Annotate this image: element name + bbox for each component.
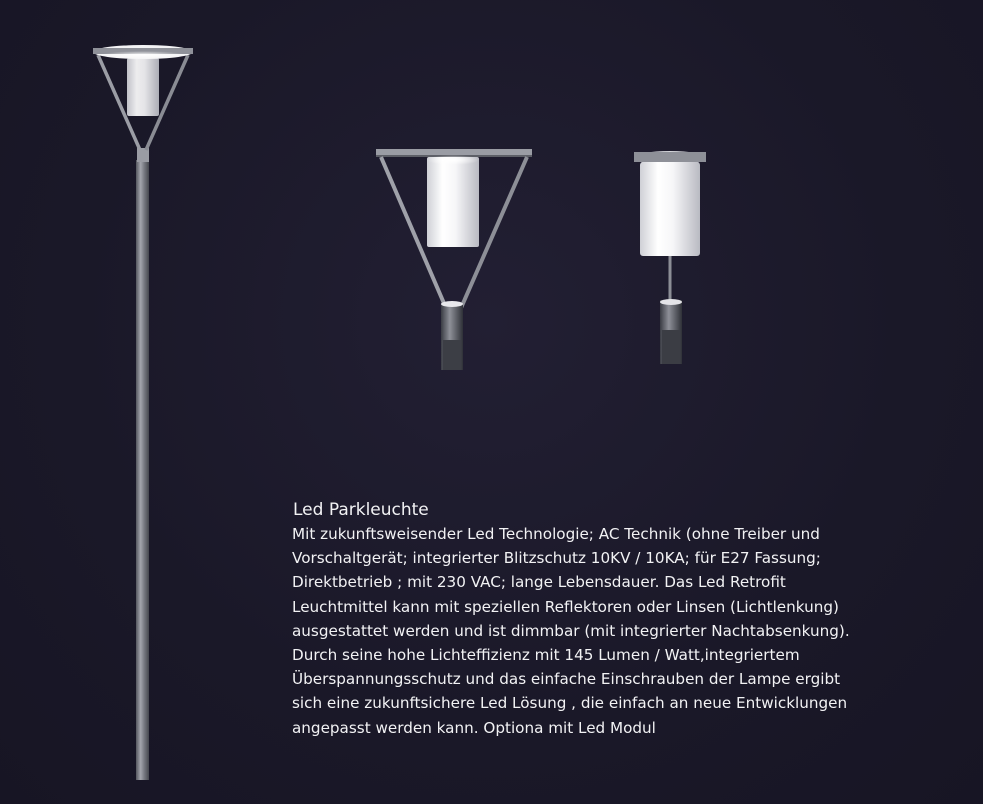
description-line: ausgestattet werden und ist dimmbar (mit integrierter Nachtabsenkung).	[292, 621, 850, 640]
description-line: sich eine zukunftsichere Led Lösung , die einfach an neue Entwicklungen	[292, 694, 848, 713]
description-line: angepasst werden kann. Optiona mit Led Modul	[292, 718, 656, 737]
description-line: Leuchtmittel kann mit speziellen Reflektoren oder Linsen (Lichtlenkung)	[292, 597, 839, 616]
description-line: Direktbetrieb ; mit 230 VAC; lange Lebensdauer. Das Led Retrofit	[292, 573, 786, 592]
product-title: Led Parkleuchte	[293, 500, 429, 520]
description-line: Durch seine hohe Lichteffizienz mit 145 Lumen / Watt,integriertem	[292, 646, 800, 665]
lamp-triangular-head	[376, 149, 532, 370]
description-line: Überspannungsschutz und das einfache Einschrauben der Lampe ergibt	[292, 670, 841, 689]
product-description	[292, 498, 942, 740]
description-line: Mit zukunftsweisender Led Technologie; AC Technik (ohne Treiber und	[292, 525, 820, 543]
lamp-cylinder-head	[634, 151, 706, 364]
description-line: Vorschaltgerät; integrierter Blitzschutz 10KV / 10KA; für E27 Fassung;	[292, 549, 821, 568]
lamp-tall	[93, 45, 193, 780]
